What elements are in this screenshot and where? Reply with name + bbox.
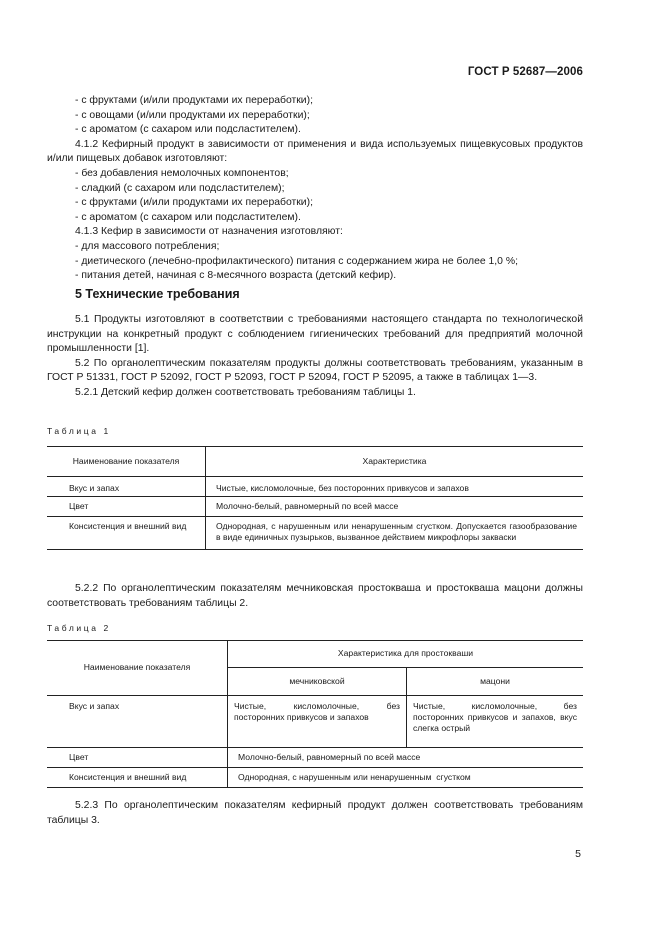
paragraph-5-2-3: 5.2.3 По органолептическим показателям кефирный продукт должен соответствовать требованиям таблицы 3. [47, 800, 583, 826]
body-text-section5 [47, 313, 583, 401]
list-item: - с ароматом (с сахаром или подсластителем). [75, 124, 301, 136]
table-cell: Однородная, с нарушенным или ненарушенным сгустком [238, 771, 471, 782]
list-item: - с фруктами (и/или продуктами их переработки); [75, 197, 313, 209]
table-row [47, 497, 583, 517]
table-row [47, 477, 583, 497]
paragraph-5-2: 5.2 По органолептическим показателям продукты должны соответствовать требованиям, указанным в ГОСТ Р 51331, ГОСТ Р 52092, ГОСТ Р 52093, ГОСТ Р 52094, ГОСТ Р 52095, а также в таблицах 1—3. [47, 357, 583, 384]
table-cell: Однородная, с нарушенным или ненарушенным сгустком. Допускается газообразование в виде единичных пузырьков, вызванное действием микрофлоры закваски [216, 521, 577, 543]
page-number: 5 [575, 848, 581, 860]
table2-caption: Таблица 2 [47, 623, 111, 633]
table-cell: Чистые, кисломолочные, без посторонних привкусов и запахов, вкус слегка острый [413, 701, 577, 734]
table-cell: Вкус и запах [47, 696, 228, 748]
table-cell: Консистенция и внешний вид [47, 517, 206, 550]
list-item: - с овощами (и/или продуктами их переработки); [75, 109, 310, 121]
body-text-5-2-2 [47, 582, 583, 611]
table-cell: Молочно-белый, равномерный по всей массе [238, 751, 421, 762]
table1-header-name: Наименование показателя [47, 447, 206, 477]
list-item: - сладкий (с сахаром или подсластителем); [75, 182, 285, 194]
paragraph-5-2-1: 5.2.1 Детский кефир должен соответствовать требованиям таблицы 1. [75, 386, 416, 398]
table-row [47, 747, 583, 767]
table-row [47, 696, 583, 748]
table-cell: Чистые, кисломолочные, без посторонних привкусов и запахов [228, 696, 407, 748]
table1-caption: Таблица 1 [47, 426, 111, 436]
list-item: - для массового потребления; [75, 240, 220, 252]
list-item: - без добавления немолочных компонентов; [75, 167, 289, 179]
list-item: - с фруктами (и/или продуктами их переработки); [75, 95, 313, 106]
body-text-5-2-3 [47, 799, 583, 828]
table-row [47, 517, 583, 550]
table-row [47, 767, 583, 787]
table-cell: Чистые, кисломолочные, без посторонних привкусов и запахов [216, 483, 469, 493]
list-item: - диетического (лечебно-профилактического) питания с содержанием жира не более 1,0 %; [75, 255, 518, 267]
table2-subheader-matsoni: мацони [480, 675, 510, 686]
document-header: ГОСТ Р 52687—2006 [467, 66, 583, 78]
table-1 [47, 446, 583, 550]
table1-header-value: Характеристика [362, 455, 427, 466]
table-cell: Молочно-белый, равномерный по всей массе [216, 501, 399, 511]
paragraph-4-1-3: 4.1.3 Кефир в зависимости от назначения изготовляют: [75, 226, 343, 238]
table-cell: Цвет [47, 747, 228, 767]
body-text-top [47, 94, 583, 284]
paragraph-5-1: 5.1 Продукты изготовляют в соответствии с требованиями настоящего стандарта по технологической инструкции на конкретный продукт с соблюдением гигиенических требований для предприятий молочной промышленности [1]. [47, 314, 583, 355]
paragraph-5-2-2: 5.2.2 По органолептическим показателям мечниковская простокваша и простокваша мацони должны соответствовать требованиям таблицы 2. [47, 583, 583, 609]
table-cell: Консистенция и внешний вид [47, 767, 228, 787]
table-2 [47, 640, 583, 788]
table2-header-group: Характеристика для простокваши [228, 641, 584, 668]
table2-subheader-mechnikov: мечниковской [228, 668, 407, 696]
section-title: 5 Технические требования [75, 287, 240, 301]
list-item: - с ароматом (с сахаром или подсластителем). [75, 211, 301, 223]
list-item: - питания детей, начиная с 8-месячного возраста (детский кефир). [75, 270, 397, 282]
table-cell: Вкус и запах [47, 477, 206, 497]
table2-header-name: Наименование показателя [47, 641, 228, 696]
paragraph-4-1-2: 4.1.2 Кефирный продукт в зависимости от применения и вида используемых пищевкусовых продуктов и/или пищевых добавок изготовляют: [47, 138, 583, 165]
table-cell: Цвет [47, 497, 206, 517]
